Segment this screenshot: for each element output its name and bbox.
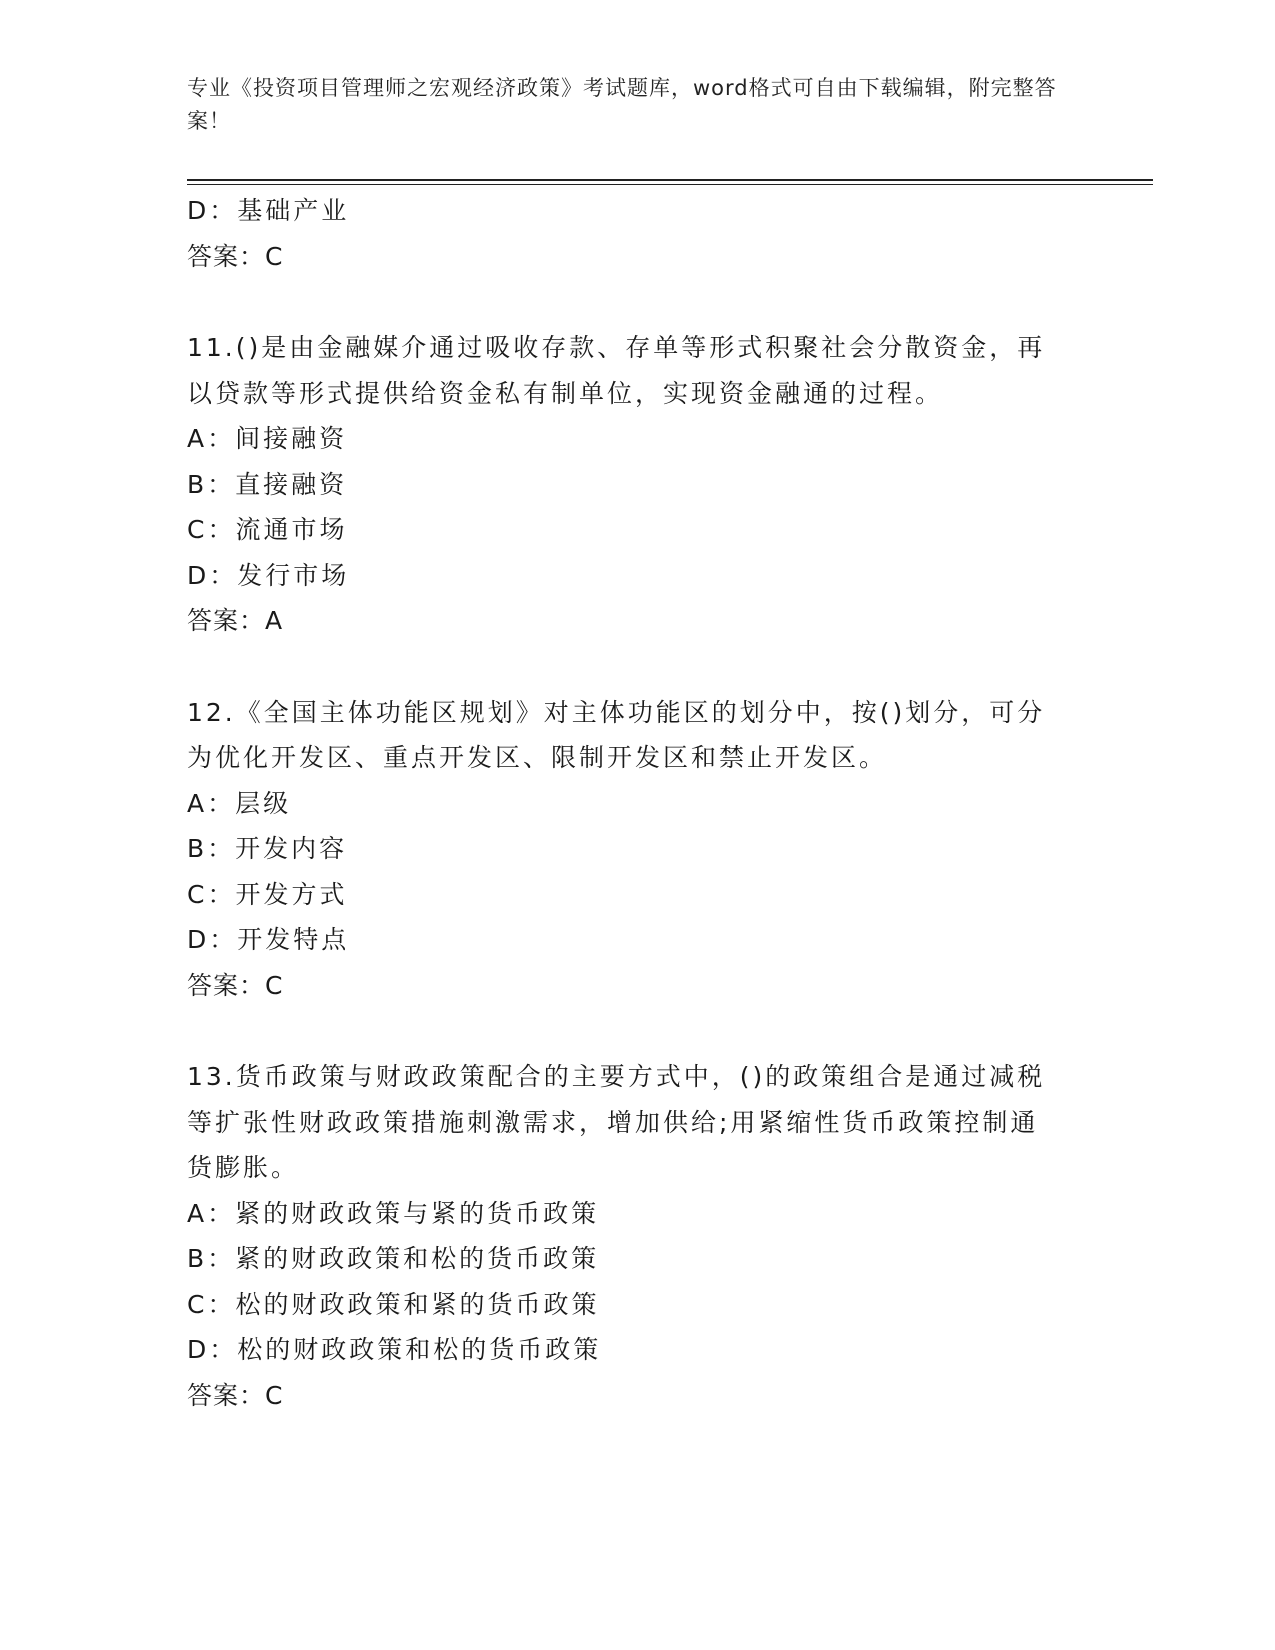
answer: 答案：C: [187, 970, 284, 1000]
option-c: C：松的财政政策和紧的货币政策: [187, 1289, 600, 1319]
option-a: A：紧的财政政策与紧的货币政策: [187, 1198, 600, 1228]
option-d: D：松的财政政策和松的货币政策: [187, 1335, 602, 1364]
option-b: B：紧的财政政策和松的货币政策: [187, 1244, 600, 1273]
question-stem: 以贷款等形式提供给资金私有制单位，实现资金融通的过程。: [187, 378, 944, 408]
option-a: A：间接融资: [187, 424, 348, 453]
question-stem: 等扩张性财政政策措施刺激需求，增加供给;用紧缩性货币政策控制通: [187, 1107, 1039, 1137]
question-stem: 12.《全国主体功能区规划》对主体功能区的划分中，按()划分，可分: [187, 697, 1046, 727]
page-header: 专业《投资项目管理师之宏观经济政策》考试题库，word格式可自由下载编辑，附完整答案！: [187, 76, 1057, 133]
question-stem: 为优化开发区、重点开发区、限制开发区和禁止开发区。: [187, 743, 888, 772]
answer: 答案：A: [187, 606, 284, 635]
option-c: C：流通市场: [187, 515, 348, 544]
answer: 答案：C: [187, 241, 284, 271]
option-c: C：开发方式: [187, 879, 348, 909]
option-b: B：开发内容: [187, 834, 348, 863]
answer: 答案：C: [187, 1380, 284, 1410]
question-content: [187, 188, 1087, 1418]
question-11: [187, 325, 1087, 644]
question-stem: 货膨胀。: [187, 1153, 300, 1182]
option-d: D：开发特点: [187, 925, 350, 954]
option-d: D：发行市场: [187, 560, 350, 590]
question-stem: 11.()是由金融媒介通过吸收存款、存单等形式积聚社会分散资金，再: [187, 333, 1046, 362]
header-rule-thick: [187, 179, 1153, 181]
option-a: A：层级: [187, 788, 292, 818]
header-rule-thin: [187, 184, 1153, 185]
question-stem: 13.货币政策与财政政策配合的主要方式中，()的政策组合是通过减税: [187, 1062, 1046, 1091]
option-d: D：基础产业: [187, 196, 350, 225]
question-12: [187, 690, 1087, 1009]
option-b: B：直接融资: [187, 469, 348, 499]
question-13: [187, 1054, 1087, 1418]
